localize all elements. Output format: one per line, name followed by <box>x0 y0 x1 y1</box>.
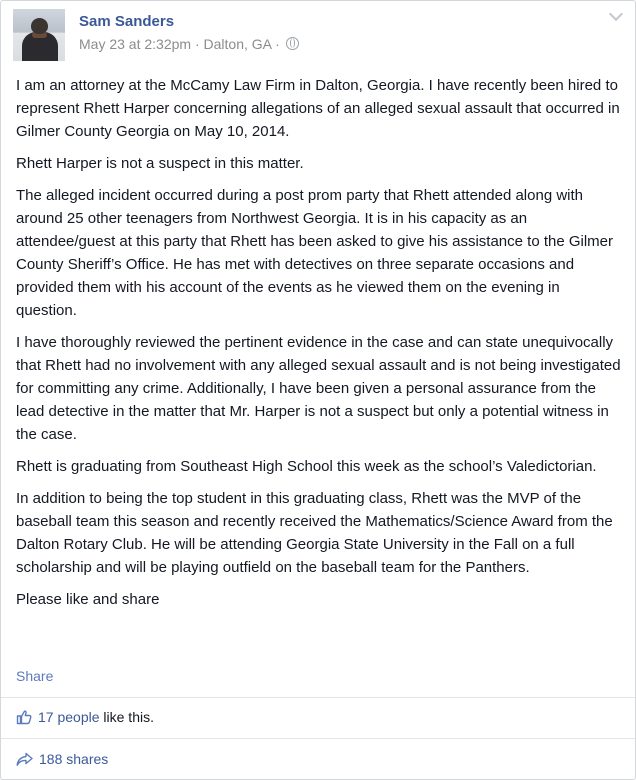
share-button[interactable]: Share <box>16 668 54 684</box>
divider <box>1 697 635 698</box>
post-header <box>13 9 623 61</box>
post-paragraph: The alleged incident occurred during a post prom party that Rhett attended along with around 25 other teenagers from Northwest Georgia. It is in his capacity as an attendee/guest at this party that Rhett has been asked to give his assistance to the Gilmer County Sheriff’s Office. He has met with detectives on three separate occasions and provided them with his account of the events as he viewed them on the evening in question. <box>16 187 614 319</box>
shares-count-link[interactable]: 188 shares <box>39 751 109 767</box>
post-paragraph: I am an attorney at the McCamy Law Firm in Dalton, Georgia. I have recently been hired to represent Rhett Harper concerning allegations of an alleged sexual assault that occurred in Gilmer County Georgia on May 10, 2014. <box>16 77 620 140</box>
meta-separator: · <box>194 36 200 52</box>
post-paragraph: Rhett Harper is not a suspect in this matter. <box>16 155 304 172</box>
post-date[interactable]: May 23 at 2:32pm <box>79 36 192 52</box>
meta-separator: · <box>275 36 280 52</box>
avatar[interactable] <box>13 9 65 61</box>
post-location[interactable]: Dalton, GA <box>203 36 272 52</box>
likes-suffix: like this. <box>99 709 154 725</box>
thumbs-up-icon[interactable] <box>16 709 32 725</box>
globe-icon[interactable] <box>286 37 299 50</box>
chevron-down-icon[interactable] <box>609 7 623 21</box>
author-name[interactable]: Sam Sanders <box>79 13 175 30</box>
likes-count-link[interactable]: 17 people <box>38 709 100 725</box>
post-paragraph: Please like and share <box>16 591 160 608</box>
shares-row[interactable] <box>16 751 108 767</box>
divider <box>1 738 635 739</box>
post-body <box>16 74 624 620</box>
likes-row <box>16 709 154 725</box>
post-paragraph: In addition to being the top student in this graduating class, Rhett was the MVP of the baseball team this season and recently received the Mathematics/Science Award from the Dalton Rotary Club. He will be attending Georgia State University in the Fall on a full scholarship and will be playing outfield on the baseball team for the Panthers. <box>16 490 613 576</box>
post-paragraph: Rhett is graduating from Southeast High School this week as the school’s Valedictorian. <box>16 458 597 475</box>
avatar-figure-head <box>31 18 48 34</box>
post-paragraph: I have thoroughly reviewed the pertinent evidence in the case and can state unequivocally that Rhett had no involvement with any alleged sexual assault and is not being investigated for committing any crime. Additionally, I have been given a personal assurance from the lead detective in the matter that Mr. Harper is not a suspect but only a potential witness in the case. <box>16 334 621 443</box>
post-meta <box>79 36 299 52</box>
share-arrow-icon <box>16 752 33 767</box>
